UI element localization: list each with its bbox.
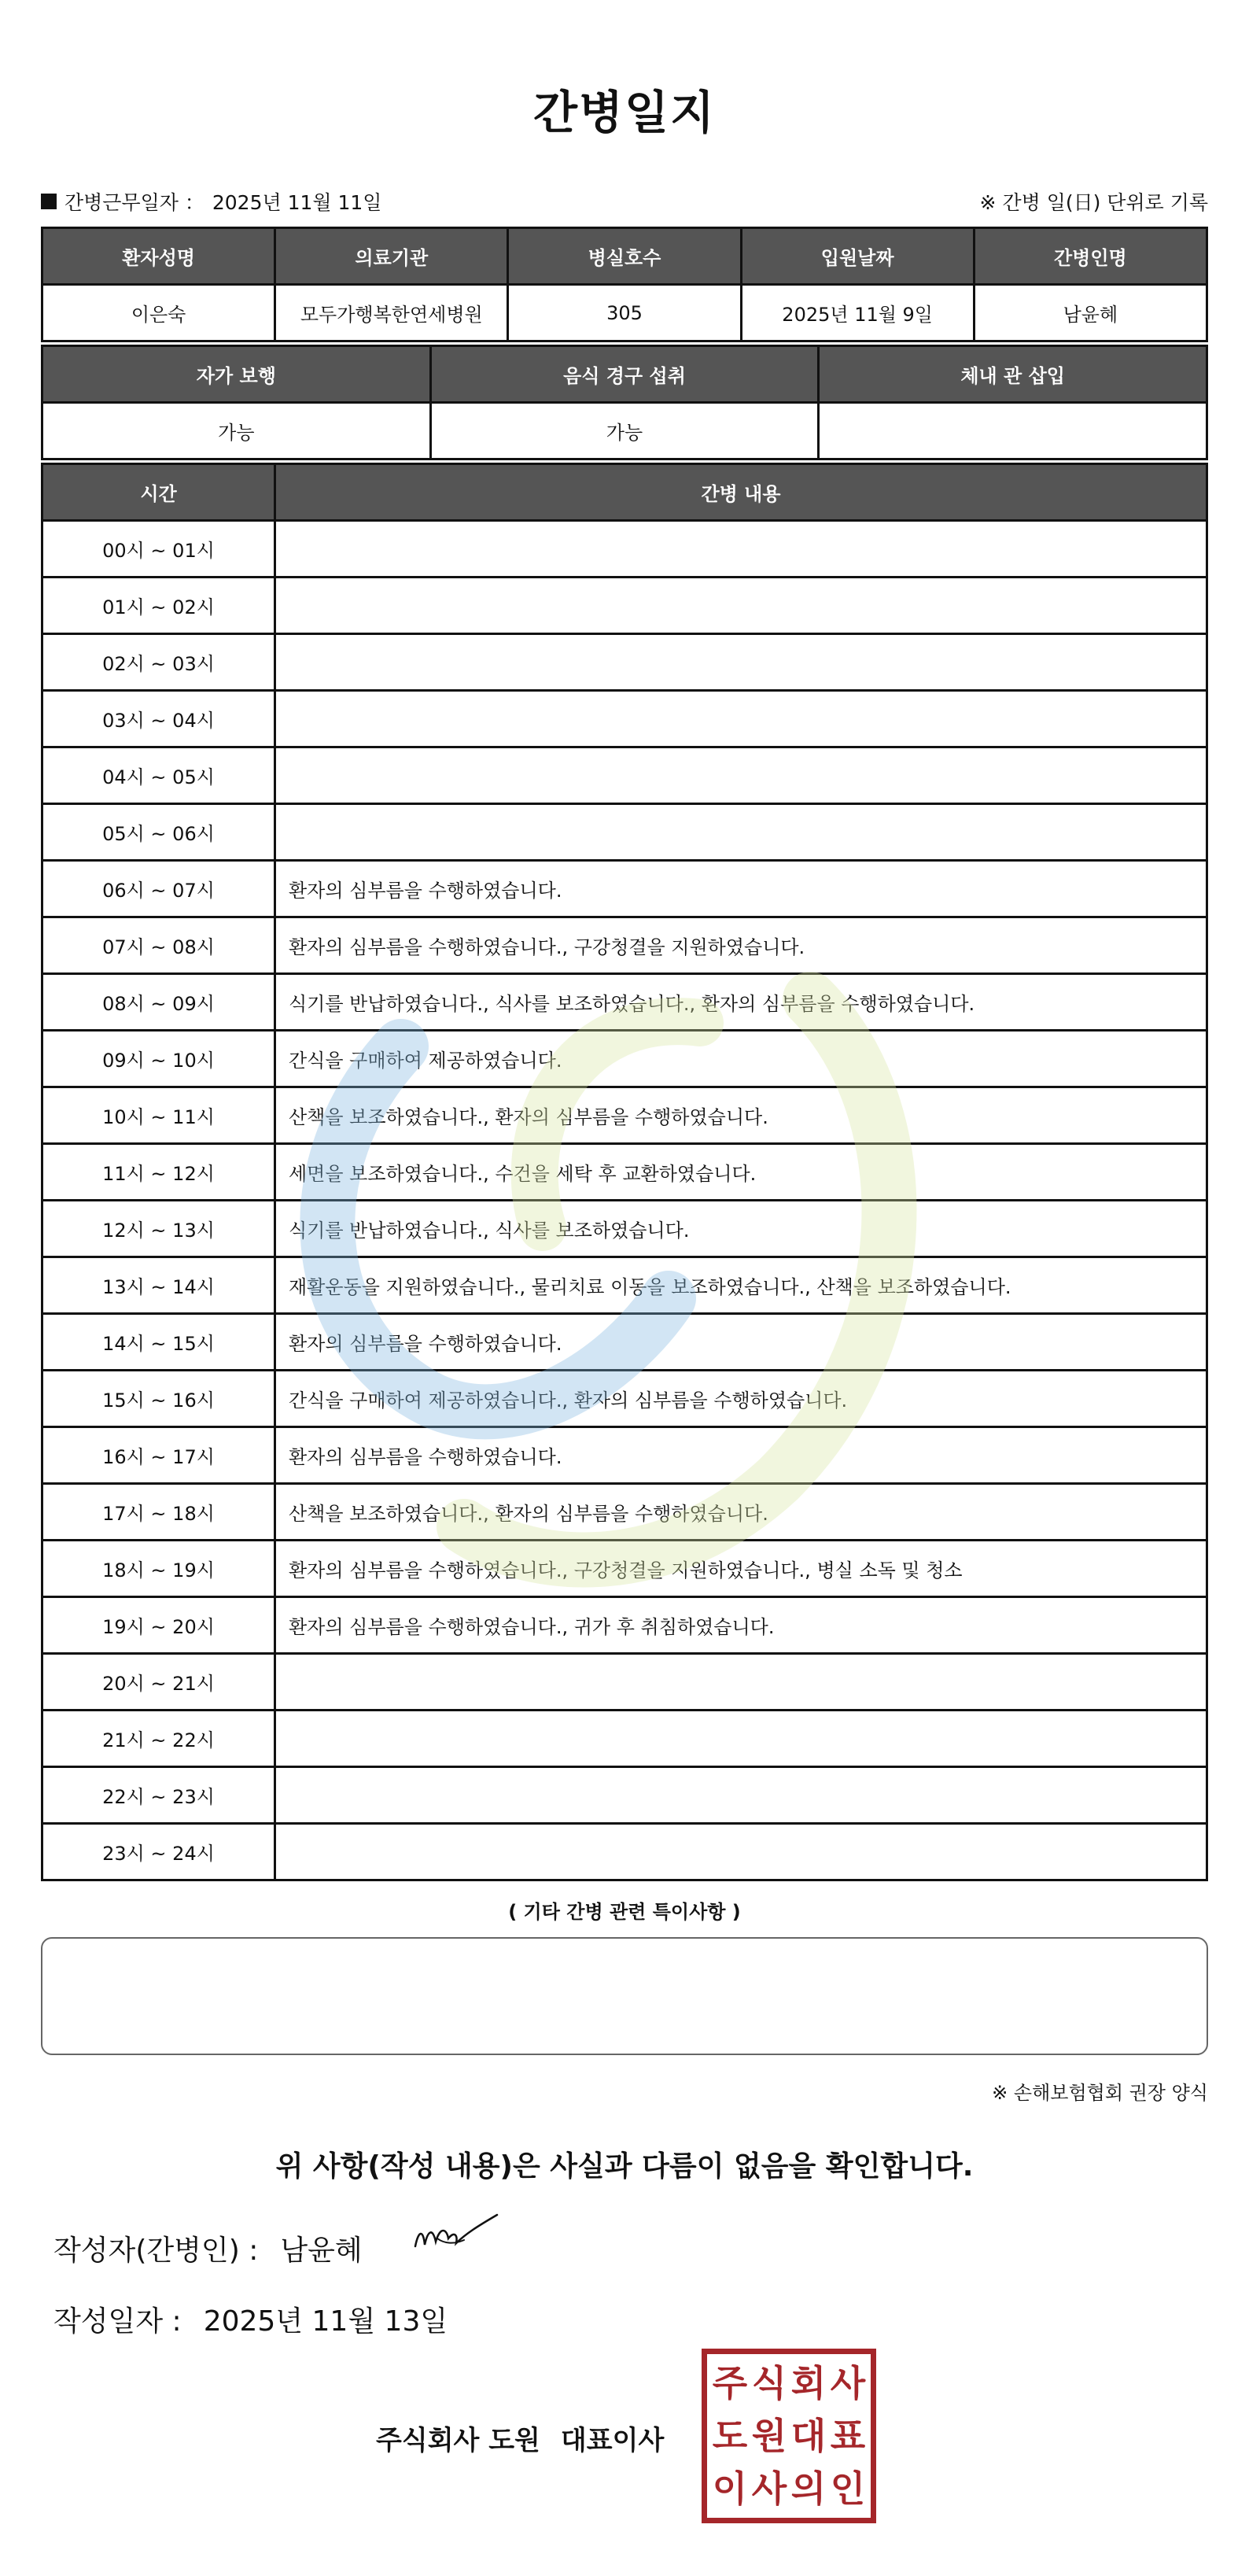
header-care-content: 간병 내용: [275, 464, 1207, 521]
header-hospital: 의료기관: [275, 228, 508, 285]
log-row: [42, 974, 1207, 1031]
log-row: [42, 1087, 1207, 1144]
log-time: 00시 ~ 01시: [42, 521, 275, 578]
notes-box: [41, 1937, 1208, 2055]
log-content: 산책을 보조하였습니다., 환자의 심부름을 수행하였습니다.: [275, 1087, 1207, 1144]
hospital-name: 모두가행복한연세병원: [275, 285, 508, 341]
header-admission-date: 입원날짜: [741, 228, 974, 285]
header-oral-intake: 음식 경구 섭취: [430, 346, 819, 403]
writer-label: 작성자(간병인) :: [53, 2235, 259, 2267]
log-time: 15시 ~ 16시: [42, 1371, 275, 1427]
meta-row: [41, 186, 1208, 217]
log-content: 재활운동을 지원하였습니다., 물리치료 이동을 보조하였습니다., 산책을 보조하였습니다.: [275, 1257, 1207, 1314]
log-time: 02시 ~ 03시: [42, 634, 275, 691]
log-time: 10시 ~ 11시: [42, 1087, 275, 1144]
log-row: [42, 1711, 1207, 1767]
log-content: 세면을 보조하였습니다., 수건을 세탁 후 교환하였습니다.: [275, 1144, 1207, 1201]
log-time: 20시 ~ 21시: [42, 1654, 275, 1711]
writer-name: 남윤혜: [280, 2235, 363, 2267]
log-time: 08시 ~ 09시: [42, 974, 275, 1031]
log-row: [42, 1824, 1207, 1880]
log-row: [42, 1767, 1207, 1824]
log-content: [275, 1824, 1207, 1880]
company-title: 대표이사: [560, 2425, 665, 2456]
log-content: [275, 634, 1207, 691]
recommend-note: ※ 손해보험협회 권장 양식: [992, 2082, 1208, 2104]
company-seal-stamp: [702, 2349, 876, 2523]
header-caregiver-name: 간병인명: [974, 228, 1207, 285]
log-row: [42, 1314, 1207, 1371]
company-name: 주식회사 도원: [376, 2425, 540, 2456]
log-content: 환자의 심부름을 수행하였습니다., 귀가 후 취침하였습니다.: [275, 1597, 1207, 1654]
company-row: [376, 2419, 664, 2457]
log-row: [42, 578, 1207, 634]
seal-char: 대: [790, 2414, 827, 2457]
log-row: [42, 691, 1207, 747]
admission-date: 2025년 11월 9일: [741, 285, 974, 341]
seal-char: 의: [790, 2467, 827, 2510]
seal-char: 인: [830, 2467, 866, 2510]
log-time: 05시 ~ 06시: [42, 804, 275, 861]
log-content: [275, 691, 1207, 747]
log-time: 17시 ~ 18시: [42, 1484, 275, 1541]
seal-char: 사: [830, 2362, 866, 2405]
log-content: 간식을 구매하여 제공하였습니다.: [275, 1031, 1207, 1087]
log-row: [42, 1257, 1207, 1314]
room-number: 305: [508, 285, 741, 341]
work-date-label: 간병근무일자 ：: [64, 191, 204, 214]
log-time: 13시 ~ 14시: [42, 1257, 275, 1314]
log-time: 21시 ~ 22시: [42, 1711, 275, 1767]
log-time: 09시 ~ 10시: [42, 1031, 275, 1087]
log-content: 산책을 보조하였습니다., 환자의 심부름을 수행하였습니다.: [275, 1484, 1207, 1541]
log-time: 06시 ~ 07시: [42, 861, 275, 917]
confirmation-statement: 위 사항(작성 내용)은 사실과 다름이 없음을 확인합니다.: [275, 2150, 974, 2183]
header-room: 병실호수: [508, 228, 741, 285]
log-row: [42, 1654, 1207, 1711]
log-row: [42, 1371, 1207, 1427]
signature-image: [409, 2207, 503, 2262]
log-row: [42, 804, 1207, 861]
document-title: 간병일지: [532, 86, 717, 139]
notes-label: ( 기타 간병 관련 특이사항 ): [508, 1901, 741, 1923]
log-row: [42, 1144, 1207, 1201]
patient-name: 이은숙: [42, 285, 275, 341]
header-tube-insertion: 체내 관 삽입: [819, 346, 1207, 403]
header-self-walking: 자가 보행: [42, 346, 431, 403]
log-row: [42, 1484, 1207, 1541]
record-unit-note: ※ 간병 일(日) 단위로 기록: [979, 191, 1208, 214]
seal-char: 이: [712, 2467, 748, 2510]
log-time: 23시 ~ 24시: [42, 1824, 275, 1880]
care-log-body: [42, 521, 1207, 1880]
log-time: 22시 ~ 23시: [42, 1767, 275, 1824]
log-time: 01시 ~ 02시: [42, 578, 275, 634]
log-row: [42, 747, 1207, 804]
log-time: 18시 ~ 19시: [42, 1541, 275, 1597]
patient-info-table: [41, 227, 1208, 342]
work-date-group: [41, 187, 381, 216]
header-time: 시간: [42, 464, 275, 521]
log-time: 19시 ~ 20시: [42, 1597, 275, 1654]
patient-ability-table: [41, 345, 1208, 460]
seal-char: 표: [830, 2414, 866, 2457]
written-date-label: 작성일자 :: [53, 2305, 182, 2338]
care-log-table: [41, 463, 1208, 1881]
log-content: [275, 578, 1207, 634]
log-content: 환자의 심부름을 수행하였습니다., 구강청결을 지원하였습니다., 병실 소독 및 청소: [275, 1541, 1207, 1597]
log-content: 간식을 구매하여 제공하였습니다., 환자의 심부름을 수행하였습니다.: [275, 1371, 1207, 1427]
self-walking-value: 가능: [42, 403, 431, 459]
log-time: 04시 ~ 05시: [42, 747, 275, 804]
seal-char: 도: [712, 2414, 748, 2457]
log-row: [42, 1031, 1207, 1087]
seal-char: 식: [751, 2362, 787, 2405]
log-content: 식기를 반납하였습니다., 식사를 보조하였습니다.: [275, 1201, 1207, 1257]
log-time: 16시 ~ 17시: [42, 1427, 275, 1484]
log-content: 환자의 심부름을 수행하였습니다.: [275, 861, 1207, 917]
written-date-value: 2025년 11월 13일: [203, 2305, 448, 2338]
seal-char: 원: [751, 2414, 787, 2457]
log-row: [42, 1201, 1207, 1257]
log-content: [275, 1654, 1207, 1711]
oral-intake-value: 가능: [430, 403, 819, 459]
log-content: [275, 747, 1207, 804]
seal-char: 회: [790, 2362, 827, 2405]
caregiver-name: 남윤혜: [974, 285, 1207, 341]
log-content: [275, 1711, 1207, 1767]
log-row: [42, 634, 1207, 691]
log-content: [275, 521, 1207, 578]
header-patient-name: 환자성명: [42, 228, 275, 285]
log-content: [275, 1767, 1207, 1824]
log-row: [42, 1541, 1207, 1597]
tube-insertion-value: [819, 403, 1207, 459]
log-row: [42, 917, 1207, 974]
log-content: 식기를 반납하였습니다., 식사를 보조하였습니다., 환자의 심부름을 수행하였습니다.: [275, 974, 1207, 1031]
writer-row: [53, 2228, 363, 2268]
square-bullet-icon: [41, 194, 57, 209]
log-time: 03시 ~ 04시: [42, 691, 275, 747]
log-time: 12시 ~ 13시: [42, 1201, 275, 1257]
log-content: [275, 804, 1207, 861]
seal-char: 주: [712, 2362, 748, 2405]
log-content: 환자의 심부름을 수행하였습니다.: [275, 1427, 1207, 1484]
log-content: 환자의 심부름을 수행하였습니다.: [275, 1314, 1207, 1371]
log-row: [42, 521, 1207, 578]
written-date-row: [53, 2299, 448, 2339]
log-row: [42, 1597, 1207, 1654]
seal-char: 사: [751, 2467, 787, 2510]
log-row: [42, 861, 1207, 917]
log-time: 07시 ~ 08시: [42, 917, 275, 974]
log-content: 환자의 심부름을 수행하였습니다., 구강청결을 지원하였습니다.: [275, 917, 1207, 974]
log-time: 11시 ~ 12시: [42, 1144, 275, 1201]
log-time: 14시 ~ 15시: [42, 1314, 275, 1371]
work-date-value: 2025년 11월 11일: [212, 191, 382, 214]
log-row: [42, 1427, 1207, 1484]
